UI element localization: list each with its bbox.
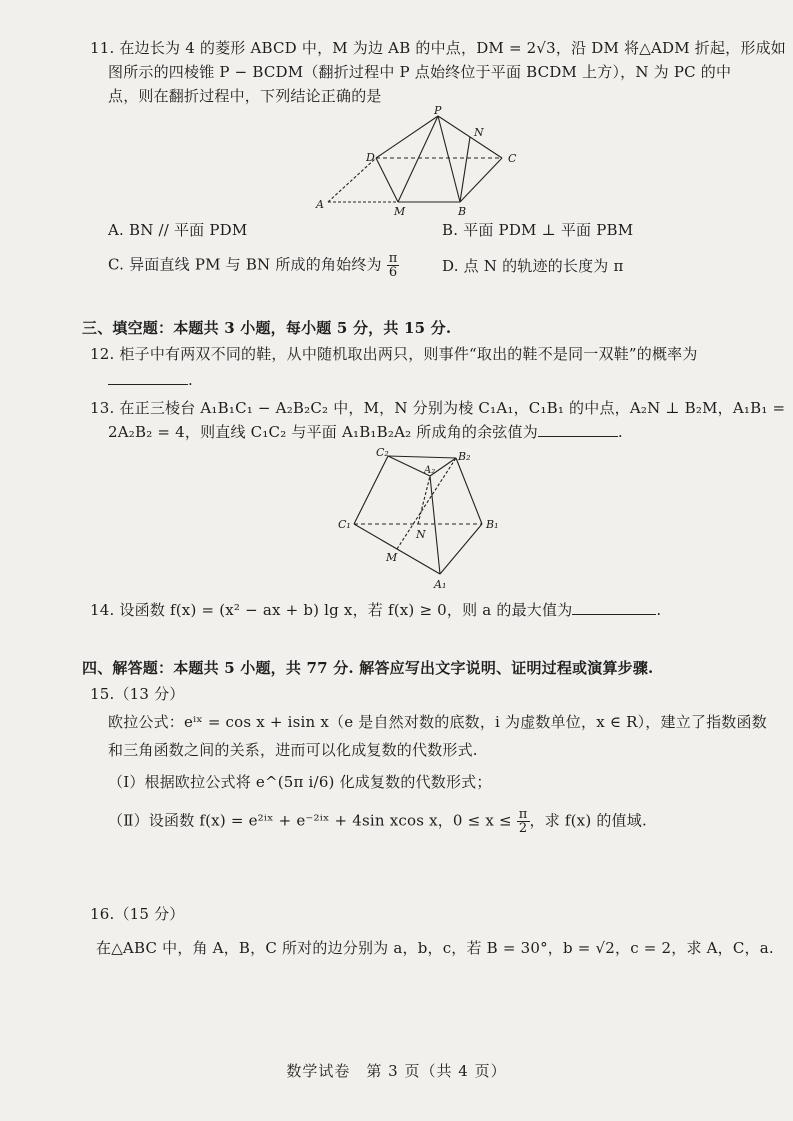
q14-line: 14. 设函数 f(x) = (x² − ax + b) lg x，若 f(x) ≥ 0，则 a 的最大值为 . xyxy=(90,601,662,619)
label-N: N xyxy=(416,528,426,541)
q11-line3: 点，则在翻折过程中，下列结论正确的是 xyxy=(108,87,382,105)
label-A2: A₂ xyxy=(424,465,436,476)
label-N: N xyxy=(474,126,484,139)
q11-option-b: B. 平面 PDM ⊥ 平面 PBM xyxy=(442,221,634,239)
fraction-pi-over-2: $\frac{\pi}{2}$ xyxy=(518,807,528,836)
label-A1: A₁ xyxy=(434,578,447,591)
label-M: M xyxy=(386,551,398,564)
q12-line1: 12. 柜子中有两双不同的鞋，从中随机取出两只，则事件“取出的鞋不是同一双鞋”的概率为 xyxy=(90,345,698,363)
q15-header: 15.（13 分） xyxy=(90,685,185,703)
page-footer: 数学试卷 第 3 页（共 4 页） xyxy=(286,1062,507,1080)
q12-answer-blank[interactable] xyxy=(108,370,188,385)
q13-line2: 2A₂B₂ = 4，则直线 C₁C₂ 与平面 A₁B₁B₂A₂ 所成角的余弦值为 . xyxy=(108,423,623,441)
label-B: B xyxy=(458,205,467,218)
fraction-pi-over-6: $\frac{\pi}{6}$ xyxy=(388,251,398,280)
q16-header: 16.（15 分） xyxy=(90,905,185,923)
section3-heading: 三、填空题：本题共 3 小题，每小题 5 分，共 15 分. xyxy=(82,319,452,337)
q11-option-a: A. BN // 平面 PDM xyxy=(108,221,248,239)
q11-pyramid-figure xyxy=(310,106,530,218)
q15-line2: 和三角函数之间的关系，进而可以化成复数的代数形式. xyxy=(108,741,478,759)
label-C2: C₂ xyxy=(376,446,389,459)
q11-line2: 图所示的四棱锥 P − BCDM（翻折过程中 P 点始终位于平面 BCDM 上方），N 为 PC 的中 xyxy=(108,63,732,81)
label-B1: B₁ xyxy=(486,518,499,531)
label-D: D xyxy=(366,151,375,164)
q14-answer-blank[interactable] xyxy=(572,600,656,615)
section4-heading: 四、解答题：本题共 5 小题，共 77 分. 解答应写出文字说明、证明过程或演算步骤. xyxy=(82,659,654,677)
q11-option-c: C. 异面直线 PM 与 BN 所成的角始终为 $\frac{\pi}{6}$ xyxy=(108,251,398,280)
label-M: M xyxy=(394,205,406,218)
q13-frustum-figure xyxy=(332,446,512,592)
label-A: A xyxy=(316,198,324,211)
q13-answer-blank[interactable] xyxy=(538,422,618,437)
label-B2: B₂ xyxy=(458,450,471,463)
q13-line1: 13. 在正三棱台 A₁B₁C₁ − A₂B₂C₂ 中，M，N 分别为棱 C₁A₁，C₁B₁ 的中点，A₂N ⊥ B₂M，A₁B₁ = xyxy=(90,399,786,417)
q11-line1: 11. 在边长为 4 的菱形 ABCD 中，M 为边 AB 的中点，DM = 2√3，沿 DM 将△ADM 折起，形成如 xyxy=(90,39,786,57)
q11-option-d: D. 点 N 的轨迹的长度为 π xyxy=(442,257,624,275)
q12-line2: . xyxy=(108,370,193,390)
label-C1: C₁ xyxy=(338,518,351,531)
label-P: P xyxy=(434,106,442,117)
q15-part1: （Ⅰ）根据欧拉公式将 e^(5π i/6) 化成复数的代数形式； xyxy=(108,773,492,791)
label-C: C xyxy=(508,152,517,165)
q15-line1: 欧拉公式：eⁱˣ = cos x + isin x（e 是自然对数的底数，i 为虚数单位，x ∈ R），建立了指数函数 xyxy=(108,713,767,731)
q15-part2: （Ⅱ）设函数 f(x) = e²ⁱˣ + e⁻²ⁱˣ + 4sin xcos x，0 ≤ x ≤ $\frac{\pi}{2}$ ，求 f(x) 的值域. xyxy=(108,807,647,836)
q16-line1: 在△ABC 中，角 A，B，C 所对的边分别为 a，b，c，若 B = 30°，b = √2，c = 2，求 A，C，a. xyxy=(96,939,774,957)
